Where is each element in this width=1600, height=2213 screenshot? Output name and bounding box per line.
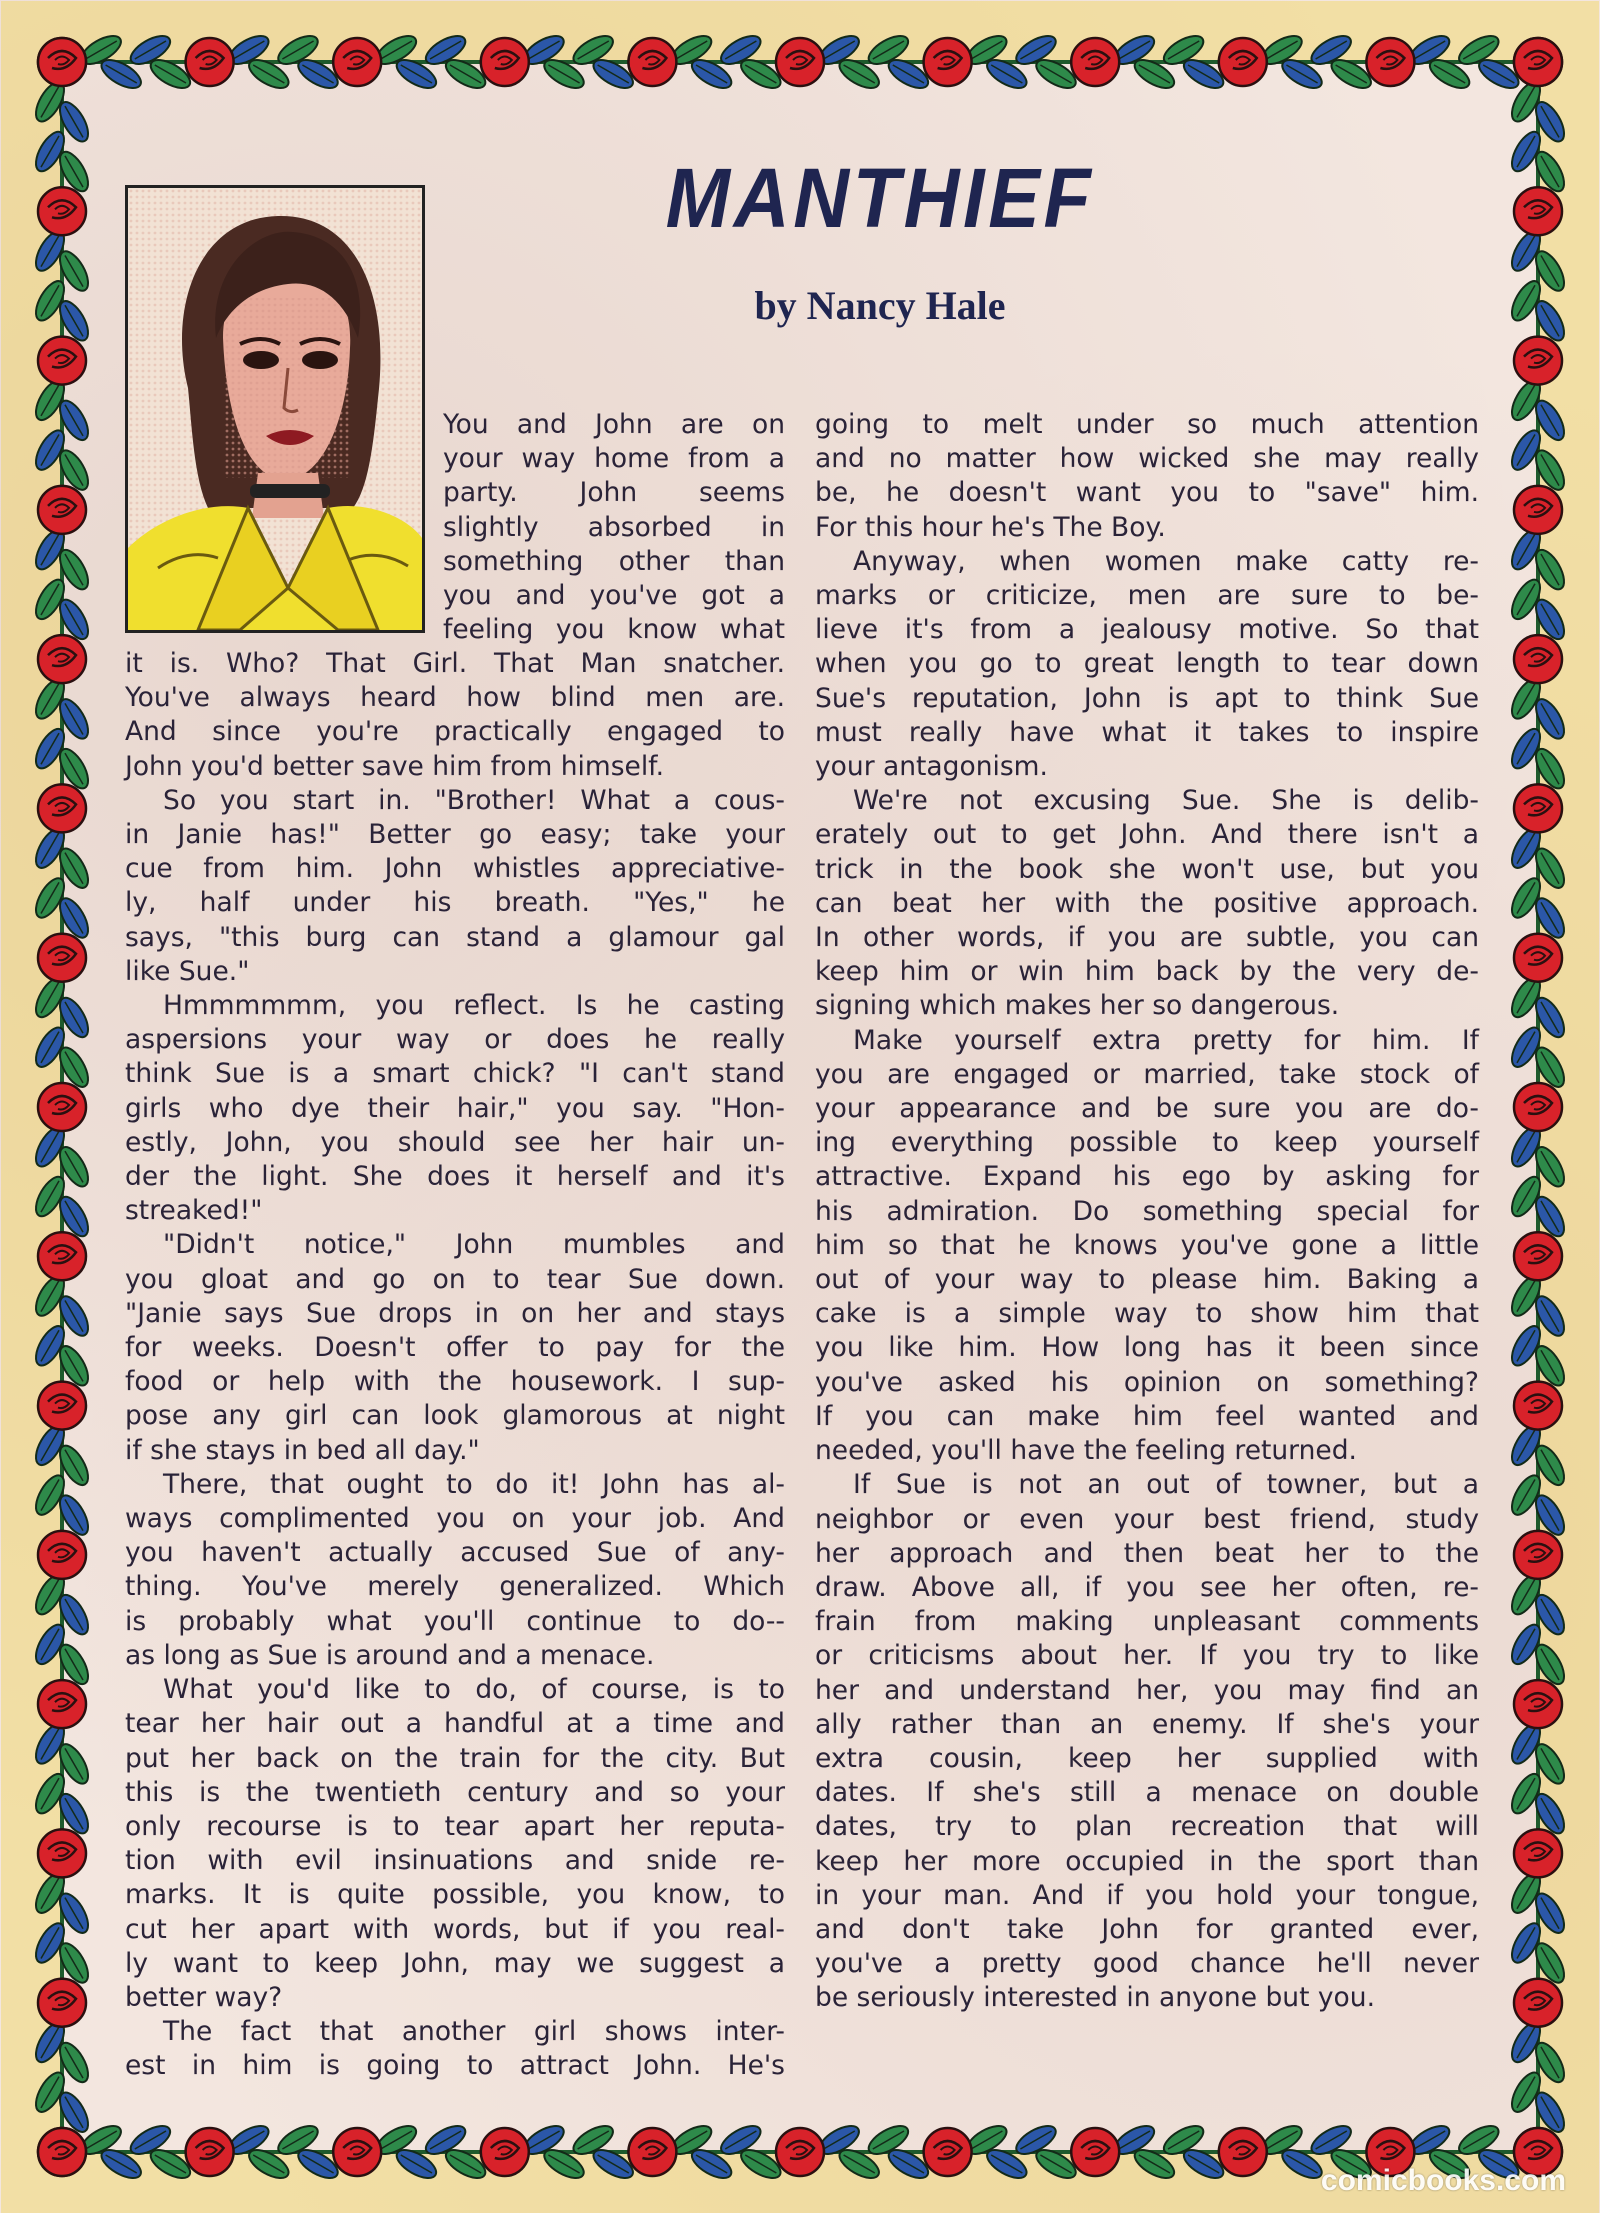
rose-icon	[481, 2128, 529, 2176]
text-line: and no matter how wicked she may really	[815, 443, 1479, 475]
text-line: party. John seems	[443, 477, 785, 509]
rose-icon	[1514, 1083, 1562, 1131]
rose-icon	[776, 38, 824, 86]
rose-icon	[38, 1979, 86, 2027]
text-line: put her back on the train for the city. But	[125, 1742, 785, 1774]
rose-icon	[333, 38, 381, 86]
text-line: only recourse is to tear apart her reputa-	[125, 1810, 785, 1842]
rose-icon	[38, 784, 86, 832]
text-line: In other words, if you are subtle, you can	[815, 922, 1479, 954]
rose-icon	[38, 38, 86, 86]
text-line: tear her hair out a handful at a time and	[125, 1708, 785, 1740]
rose-icon	[1514, 337, 1562, 385]
rose-icon	[776, 2128, 824, 2176]
text-column-left	[125, 647, 785, 2084]
text-line: aspersions your way or does he really	[125, 1024, 785, 1056]
text-line: your antagonism.	[815, 751, 1048, 783]
rose-icon	[1514, 635, 1562, 683]
text-line: her approach and then beat her to the	[815, 1537, 1479, 1569]
text-line: his admiration. Do something special for	[815, 1195, 1479, 1227]
text-line: your appearance and be sure you are do-	[815, 1093, 1479, 1125]
rose-icon	[1514, 1979, 1562, 2027]
text-line: ly, half under his breath. "Yes," he	[125, 887, 785, 919]
text-line: John you'd better save him from himself.	[125, 750, 665, 782]
rose-icon	[1219, 2128, 1267, 2176]
text-column-right	[815, 408, 1479, 2016]
rose-icon	[38, 934, 86, 982]
rose-icon	[481, 38, 529, 86]
rose-icon	[628, 38, 676, 86]
rose-icon	[1514, 38, 1562, 86]
text-line: it is. Who? That Girl. That Man snatcher.	[125, 648, 785, 679]
rose-icon	[38, 1232, 86, 1280]
text-line: Make yourself extra pretty for him. If	[853, 1024, 1479, 1056]
text-line: So you start in. "Brother! What a cous-	[163, 784, 785, 816]
rose-icon	[38, 1680, 86, 1728]
text-line: be seriously interested in anyone but you.	[815, 1982, 1375, 2014]
story-title: MANTHIEF	[665, 151, 1095, 245]
text-line: Hmmmmmm, you reflect. Is he casting	[163, 990, 785, 1022]
rose-icon	[38, 187, 86, 235]
rose-icon	[1514, 1680, 1562, 1728]
rose-icon	[1514, 1531, 1562, 1579]
rose-icon	[38, 1083, 86, 1131]
text-line: in your man. And if you hold your tongue,	[815, 1879, 1479, 1911]
text-line: tion with evil insinuations and snide re-	[125, 1845, 785, 1877]
rose-icon	[1514, 486, 1562, 534]
rose-icon	[1514, 1829, 1562, 1877]
rose-icon	[1071, 2128, 1119, 2176]
text-line: you've a pretty good chance he'll never	[815, 1948, 1479, 1980]
woman-portrait-icon	[128, 188, 422, 630]
text-line: like Sue."	[125, 955, 250, 987]
text-line: needed, you'll have the feeling returned.	[815, 1435, 1357, 1467]
text-line: And since you're practically engaged to	[125, 716, 785, 748]
rose-icon	[38, 1382, 86, 1430]
text-line: The fact that another girl shows inter-	[163, 2016, 785, 2048]
text-line: thing. You've merely generalized. Which	[125, 1571, 785, 1603]
rose-icon	[186, 2128, 234, 2176]
text-line: says, "this burg can stand a glamour gal	[125, 921, 785, 953]
text-line: attractive. Expand his ego by asking for	[815, 1161, 1479, 1193]
rose-icon	[1071, 38, 1119, 86]
text-line: in Janie has!" Better go easy; take your	[125, 819, 785, 851]
text-line: for weeks. Doesn't offer to pay for the	[125, 1332, 785, 1364]
text-line: keep him or win him back by the very de-	[815, 956, 1479, 988]
text-line: ing everything possible to keep yourself	[815, 1127, 1479, 1159]
text-line: If you can make him feel wanted and	[815, 1400, 1479, 1432]
text-line: better way?	[125, 1981, 283, 2013]
text-line: something other than	[443, 545, 785, 577]
text-line: you like him. How long has it been since	[815, 1332, 1479, 1364]
rose-icon	[924, 2128, 972, 2176]
text-line: marks. It is quite possible, you know, to	[125, 1879, 785, 1911]
text-line: ways complimented you on your job. And	[125, 1503, 785, 1535]
text-line: you haven't actually accused Sue of any-	[125, 1537, 785, 1569]
text-line: What you'd like to do, of course, is to	[163, 1674, 785, 1706]
text-line: For this hour he's The Boy.	[815, 511, 1166, 543]
text-line: you gloat and go on to tear Sue down.	[125, 1263, 785, 1295]
text-line: cake is a simple way to show him that	[815, 1298, 1479, 1330]
text-line: est in him is going to attract John. He's	[125, 2050, 785, 2082]
rose-icon	[38, 337, 86, 385]
text-line: ly want to keep John, may we suggest a	[125, 1947, 785, 1979]
text-line: food or help with the housework. I sup-	[125, 1366, 785, 1398]
text-line: him so that he knows you've gone a little	[815, 1229, 1479, 1261]
text-line: marks or criticize, men are sure to be-	[815, 580, 1479, 612]
text-line: going to melt under so much attention	[815, 409, 1479, 440]
text-line: frain from making unpleasant comments	[815, 1606, 1479, 1638]
rose-icon	[1514, 784, 1562, 832]
text-line: can beat her with the positive approach.	[815, 887, 1479, 919]
rose-icon	[38, 486, 86, 534]
text-line: "Didn't notice," John mumbles and	[163, 1229, 785, 1261]
rose-icon	[1514, 1232, 1562, 1280]
text-line: think Sue is a smart chick? "I can't stand	[125, 1058, 785, 1090]
rose-icon	[1366, 38, 1414, 86]
rose-icon	[38, 1531, 86, 1579]
text-line: when you go to great length to tear down	[815, 648, 1479, 680]
text-line: girls who dye their hair," you say. "Hon-	[125, 1092, 785, 1124]
text-line: and don't take John for granted ever,	[815, 1913, 1479, 1945]
text-line: draw. Above all, if you see her often, re-	[815, 1571, 1479, 1603]
text-line: or criticisms about her. If you try to like	[815, 1640, 1479, 1672]
text-line: if she stays in bed all day."	[125, 1434, 480, 1466]
rose-icon	[333, 2128, 381, 2176]
site-watermark: comicbooks.com	[1320, 2164, 1566, 2197]
rose-icon	[38, 2128, 86, 2176]
rose-icon	[186, 38, 234, 86]
text-line: slightly absorbed in	[443, 511, 785, 543]
text-line: out of your way to please him. Baking a	[815, 1264, 1479, 1296]
story-byline: by Nancy Hale	[754, 283, 1006, 328]
text-line: There, that ought to do it! John has al-	[163, 1468, 785, 1500]
text-line: cut her apart with words, but if you real-	[125, 1913, 785, 1945]
text-line: keep her more occupied in the sport than	[815, 1845, 1479, 1877]
text-line: "Janie says Sue drops in on her and stays	[125, 1297, 785, 1329]
text-column-left-wrap	[443, 408, 785, 647]
text-line: this is the twentieth century and so your	[125, 1776, 785, 1808]
text-line: pose any girl can look glamorous at night	[125, 1400, 785, 1432]
text-line: extra cousin, keep her supplied with	[815, 1742, 1479, 1774]
text-line: as long as Sue is around and a menace.	[125, 1639, 655, 1671]
text-line: ally rather than an enemy. If she's your	[815, 1708, 1479, 1740]
text-line: your way home from a	[443, 443, 785, 475]
text-line: you and you've got a	[443, 580, 785, 612]
text-line: trick in the book she won't use, but you	[815, 853, 1479, 885]
text-line: If Sue is not an out of towner, but a	[853, 1469, 1479, 1501]
rose-icon	[1514, 187, 1562, 235]
text-line: Sue's reputation, John is apt to think Sue	[815, 682, 1479, 714]
text-line: estly, John, you should see her hair un-	[125, 1126, 785, 1158]
text-line: Anyway, when women make catty re-	[853, 545, 1479, 577]
rose-icon	[1514, 934, 1562, 982]
text-line: You've always heard how blind men are.	[125, 682, 785, 714]
text-line: feeling you know what	[443, 614, 785, 646]
rose-icon	[38, 1829, 86, 1877]
portrait-illustration	[125, 185, 425, 633]
text-line: lieve it's from a jealousy motive. So that	[815, 614, 1479, 646]
text-line: neighbor or even your best friend, study	[815, 1503, 1479, 1535]
text-line: We're not excusing Sue. She is delib-	[853, 785, 1479, 817]
text-line: is probably what you'll continue to do--	[125, 1605, 785, 1637]
rose-icon	[924, 38, 972, 86]
rose-icon	[628, 2128, 676, 2176]
text-line: streaked!"	[125, 1195, 263, 1227]
text-line: must really have what it takes to inspire	[815, 716, 1479, 748]
rose-icon	[1514, 1382, 1562, 1430]
text-line: dates, try to plan recreation that will	[815, 1811, 1479, 1843]
text-line: der the light. She does it herself and it's	[125, 1161, 785, 1193]
text-line: cue from him. John whistles appreciative-	[125, 853, 785, 885]
text-line: signing which makes her so dangerous.	[815, 990, 1340, 1022]
text-line: erately out to get John. And there isn't a	[815, 819, 1479, 851]
text-line: You and John are on	[443, 409, 785, 440]
text-line: be, he doesn't want you to "save" him.	[815, 477, 1479, 509]
text-line: you are engaged or married, take stock of	[815, 1058, 1479, 1090]
text-line: you've asked his opinion on something?	[815, 1366, 1479, 1398]
rose-icon	[38, 635, 86, 683]
text-line: dates. If she's still a menace on double	[815, 1777, 1479, 1809]
text-line: her and understand her, you may find an	[815, 1674, 1479, 1706]
rose-icon	[1219, 38, 1267, 86]
